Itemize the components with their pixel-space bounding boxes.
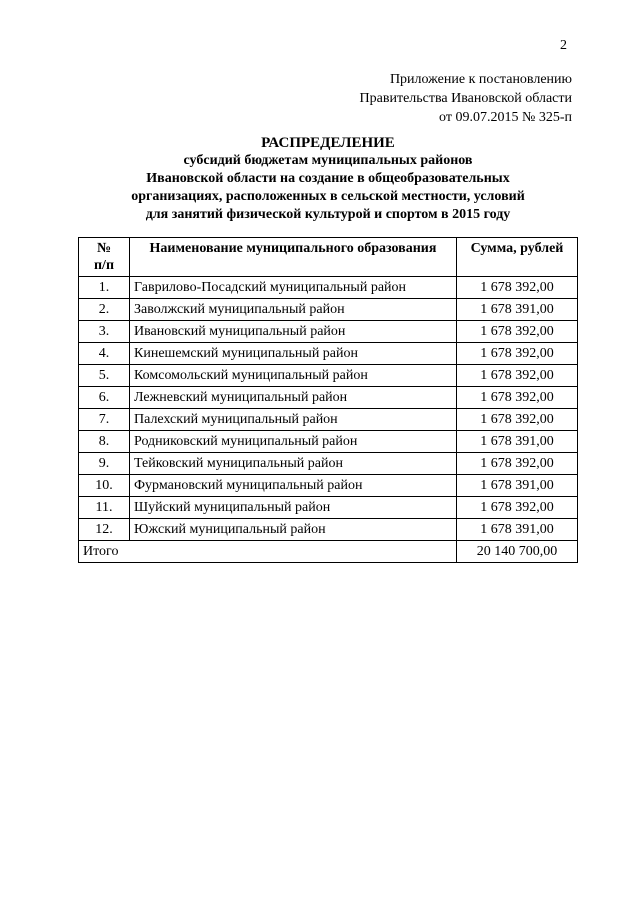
page-number: 2	[560, 38, 567, 53]
row-sum: 1 678 391,00	[457, 475, 578, 497]
row-number: 1.	[79, 277, 130, 299]
column-header-number	[79, 238, 130, 277]
table-body	[79, 277, 578, 563]
total-sum: 20 140 700,00	[457, 541, 578, 563]
row-number: 10.	[79, 475, 130, 497]
row-sum: 1 678 391,00	[457, 299, 578, 321]
row-municipality: Гаврилово-Посадский муниципальный район	[130, 277, 457, 299]
row-sum: 1 678 392,00	[457, 343, 578, 365]
row-number: 4.	[79, 343, 130, 365]
row-number: 6.	[79, 387, 130, 409]
appendix-line: Приложение к постановлению	[389, 72, 572, 87]
table-row	[79, 387, 578, 409]
row-number: 3.	[79, 321, 130, 343]
row-municipality: Комсомольский муниципальный район	[130, 365, 457, 387]
table-row	[79, 453, 578, 475]
row-sum: 1 678 392,00	[457, 387, 578, 409]
table-row	[79, 475, 578, 497]
row-number: 8.	[79, 431, 130, 453]
appendix-reference	[360, 70, 572, 127]
row-sum: 1 678 392,00	[457, 497, 578, 519]
column-header-name: Наименование муниципального образования	[130, 238, 457, 277]
distribution-table	[78, 237, 578, 563]
table-row	[79, 497, 578, 519]
table-row	[79, 519, 578, 541]
total-label: Итого	[79, 541, 457, 563]
row-municipality: Фурмановский муниципальный район	[130, 475, 457, 497]
table-row	[79, 277, 578, 299]
appendix-line: от 09.07.2015 № 325-п	[439, 110, 572, 125]
table-row	[79, 299, 578, 321]
document-title: РАСПРЕДЕЛЕНИЕ	[261, 135, 395, 151]
row-number: 9.	[79, 453, 130, 475]
document-subtitle-line: организациях, расположенных в сельской местности, условий	[131, 189, 525, 204]
row-sum: 1 678 392,00	[457, 321, 578, 343]
document-subtitle-line: Ивановской области на создание в общеобразовательных	[146, 171, 510, 186]
row-number: 12.	[79, 519, 130, 541]
table-row	[79, 409, 578, 431]
row-sum: 1 678 392,00	[457, 365, 578, 387]
table-header-row	[79, 238, 578, 277]
row-sum: 1 678 391,00	[457, 431, 578, 453]
row-municipality: Заволжский муниципальный район	[130, 299, 457, 321]
row-municipality: Кинешемский муниципальный район	[130, 343, 457, 365]
row-municipality: Шуйский муниципальный район	[130, 497, 457, 519]
row-sum: 1 678 392,00	[457, 277, 578, 299]
column-header-number-line: п/п	[93, 258, 115, 273]
row-municipality: Лежневский муниципальный район	[130, 387, 457, 409]
row-number: 5.	[79, 365, 130, 387]
row-municipality: Южский муниципальный район	[130, 519, 457, 541]
table-row	[79, 321, 578, 343]
appendix-line: Правительства Ивановской области	[359, 91, 572, 106]
row-municipality: Тейковский муниципальный район	[130, 453, 457, 475]
document-subtitle-line: для занятий физической культурой и спортом в 2015 году	[145, 207, 511, 222]
row-sum: 1 678 392,00	[457, 453, 578, 475]
row-municipality: Родниковский муниципальный район	[130, 431, 457, 453]
row-sum: 1 678 391,00	[457, 519, 578, 541]
row-municipality: Ивановский муниципальный район	[130, 321, 457, 343]
row-number: 2.	[79, 299, 130, 321]
document-subtitle-line: субсидий бюджетам муниципальных районов	[183, 153, 473, 168]
table-row	[79, 343, 578, 365]
row-number: 11.	[79, 497, 130, 519]
row-sum: 1 678 392,00	[457, 409, 578, 431]
document-heading	[78, 134, 578, 224]
table-row	[79, 431, 578, 453]
column-header-sum: Сумма, рублей	[457, 238, 578, 277]
row-number: 7.	[79, 409, 130, 431]
column-header-number-line: №	[96, 241, 112, 256]
table-row	[79, 365, 578, 387]
table-total-row	[79, 541, 578, 563]
row-municipality: Палехский муниципальный район	[130, 409, 457, 431]
